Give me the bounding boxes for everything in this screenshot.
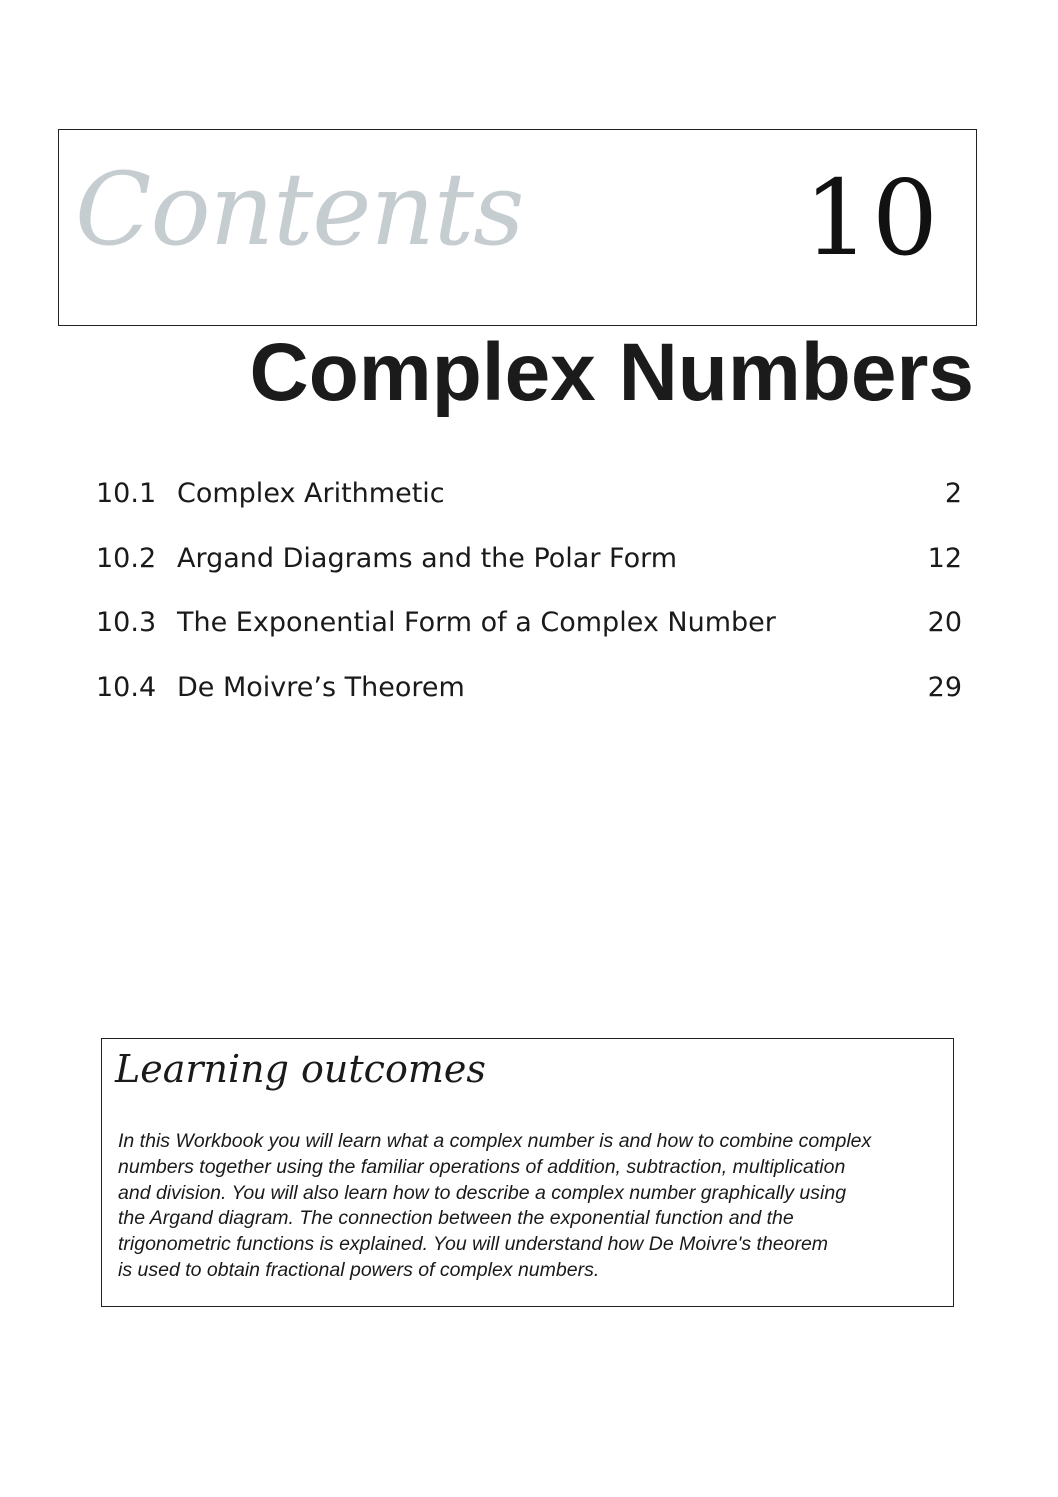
table-of-contents bbox=[96, 478, 962, 736]
chapter-number: 10 bbox=[803, 157, 940, 279]
learning-outcomes-text bbox=[118, 1129, 948, 1284]
toc-entry-10-1[interactable] bbox=[96, 478, 962, 543]
learning-outcomes-box bbox=[101, 1038, 954, 1307]
toc-section-title: The Exponential Form of a Complex Number bbox=[177, 607, 776, 638]
contents-word: Contents bbox=[75, 151, 524, 268]
outcomes-line: trigonometric functions is explained. You will understand how De Moivre's theorem bbox=[118, 1233, 829, 1256]
toc-section-title: De Moivre’s Theorem bbox=[177, 671, 465, 703]
toc-section-title: Argand Diagrams and the Polar Form bbox=[177, 542, 678, 574]
toc-section-number: 10.1 bbox=[96, 478, 157, 509]
toc-page-number: 29 bbox=[927, 671, 962, 703]
outcomes-line: and division. You will also learn how to describe a complex number graphically using bbox=[118, 1181, 847, 1204]
chapter-title: Complex Numbers bbox=[249, 327, 974, 418]
outcomes-line: the Argand diagram. The connection between the exponential function and the bbox=[118, 1207, 794, 1230]
toc-section-title: Complex Arithmetic bbox=[177, 478, 445, 509]
toc-section-number: 10.4 bbox=[96, 671, 157, 703]
toc-entry-10-4[interactable] bbox=[96, 672, 962, 737]
outcomes-line: numbers together using the familiar operations of addition, subtraction, multiplication bbox=[118, 1155, 846, 1178]
toc-page-number: 2 bbox=[944, 478, 962, 509]
toc-entry-10-3[interactable] bbox=[96, 607, 962, 672]
outcomes-line: In this Workbook you will learn what a complex number is and how to combine complex bbox=[118, 1130, 872, 1152]
toc-entry-10-2[interactable] bbox=[96, 543, 962, 608]
chapter-header-box bbox=[58, 129, 977, 326]
learning-outcomes-heading: Learning outcomes bbox=[115, 1047, 486, 1091]
toc-page-number: 12 bbox=[927, 542, 962, 574]
toc-section-number: 10.2 bbox=[96, 542, 157, 574]
toc-section-number: 10.3 bbox=[96, 607, 157, 638]
outcomes-line: is used to obtain fractional powers of complex numbers. bbox=[118, 1258, 600, 1281]
toc-page-number: 20 bbox=[927, 607, 962, 638]
